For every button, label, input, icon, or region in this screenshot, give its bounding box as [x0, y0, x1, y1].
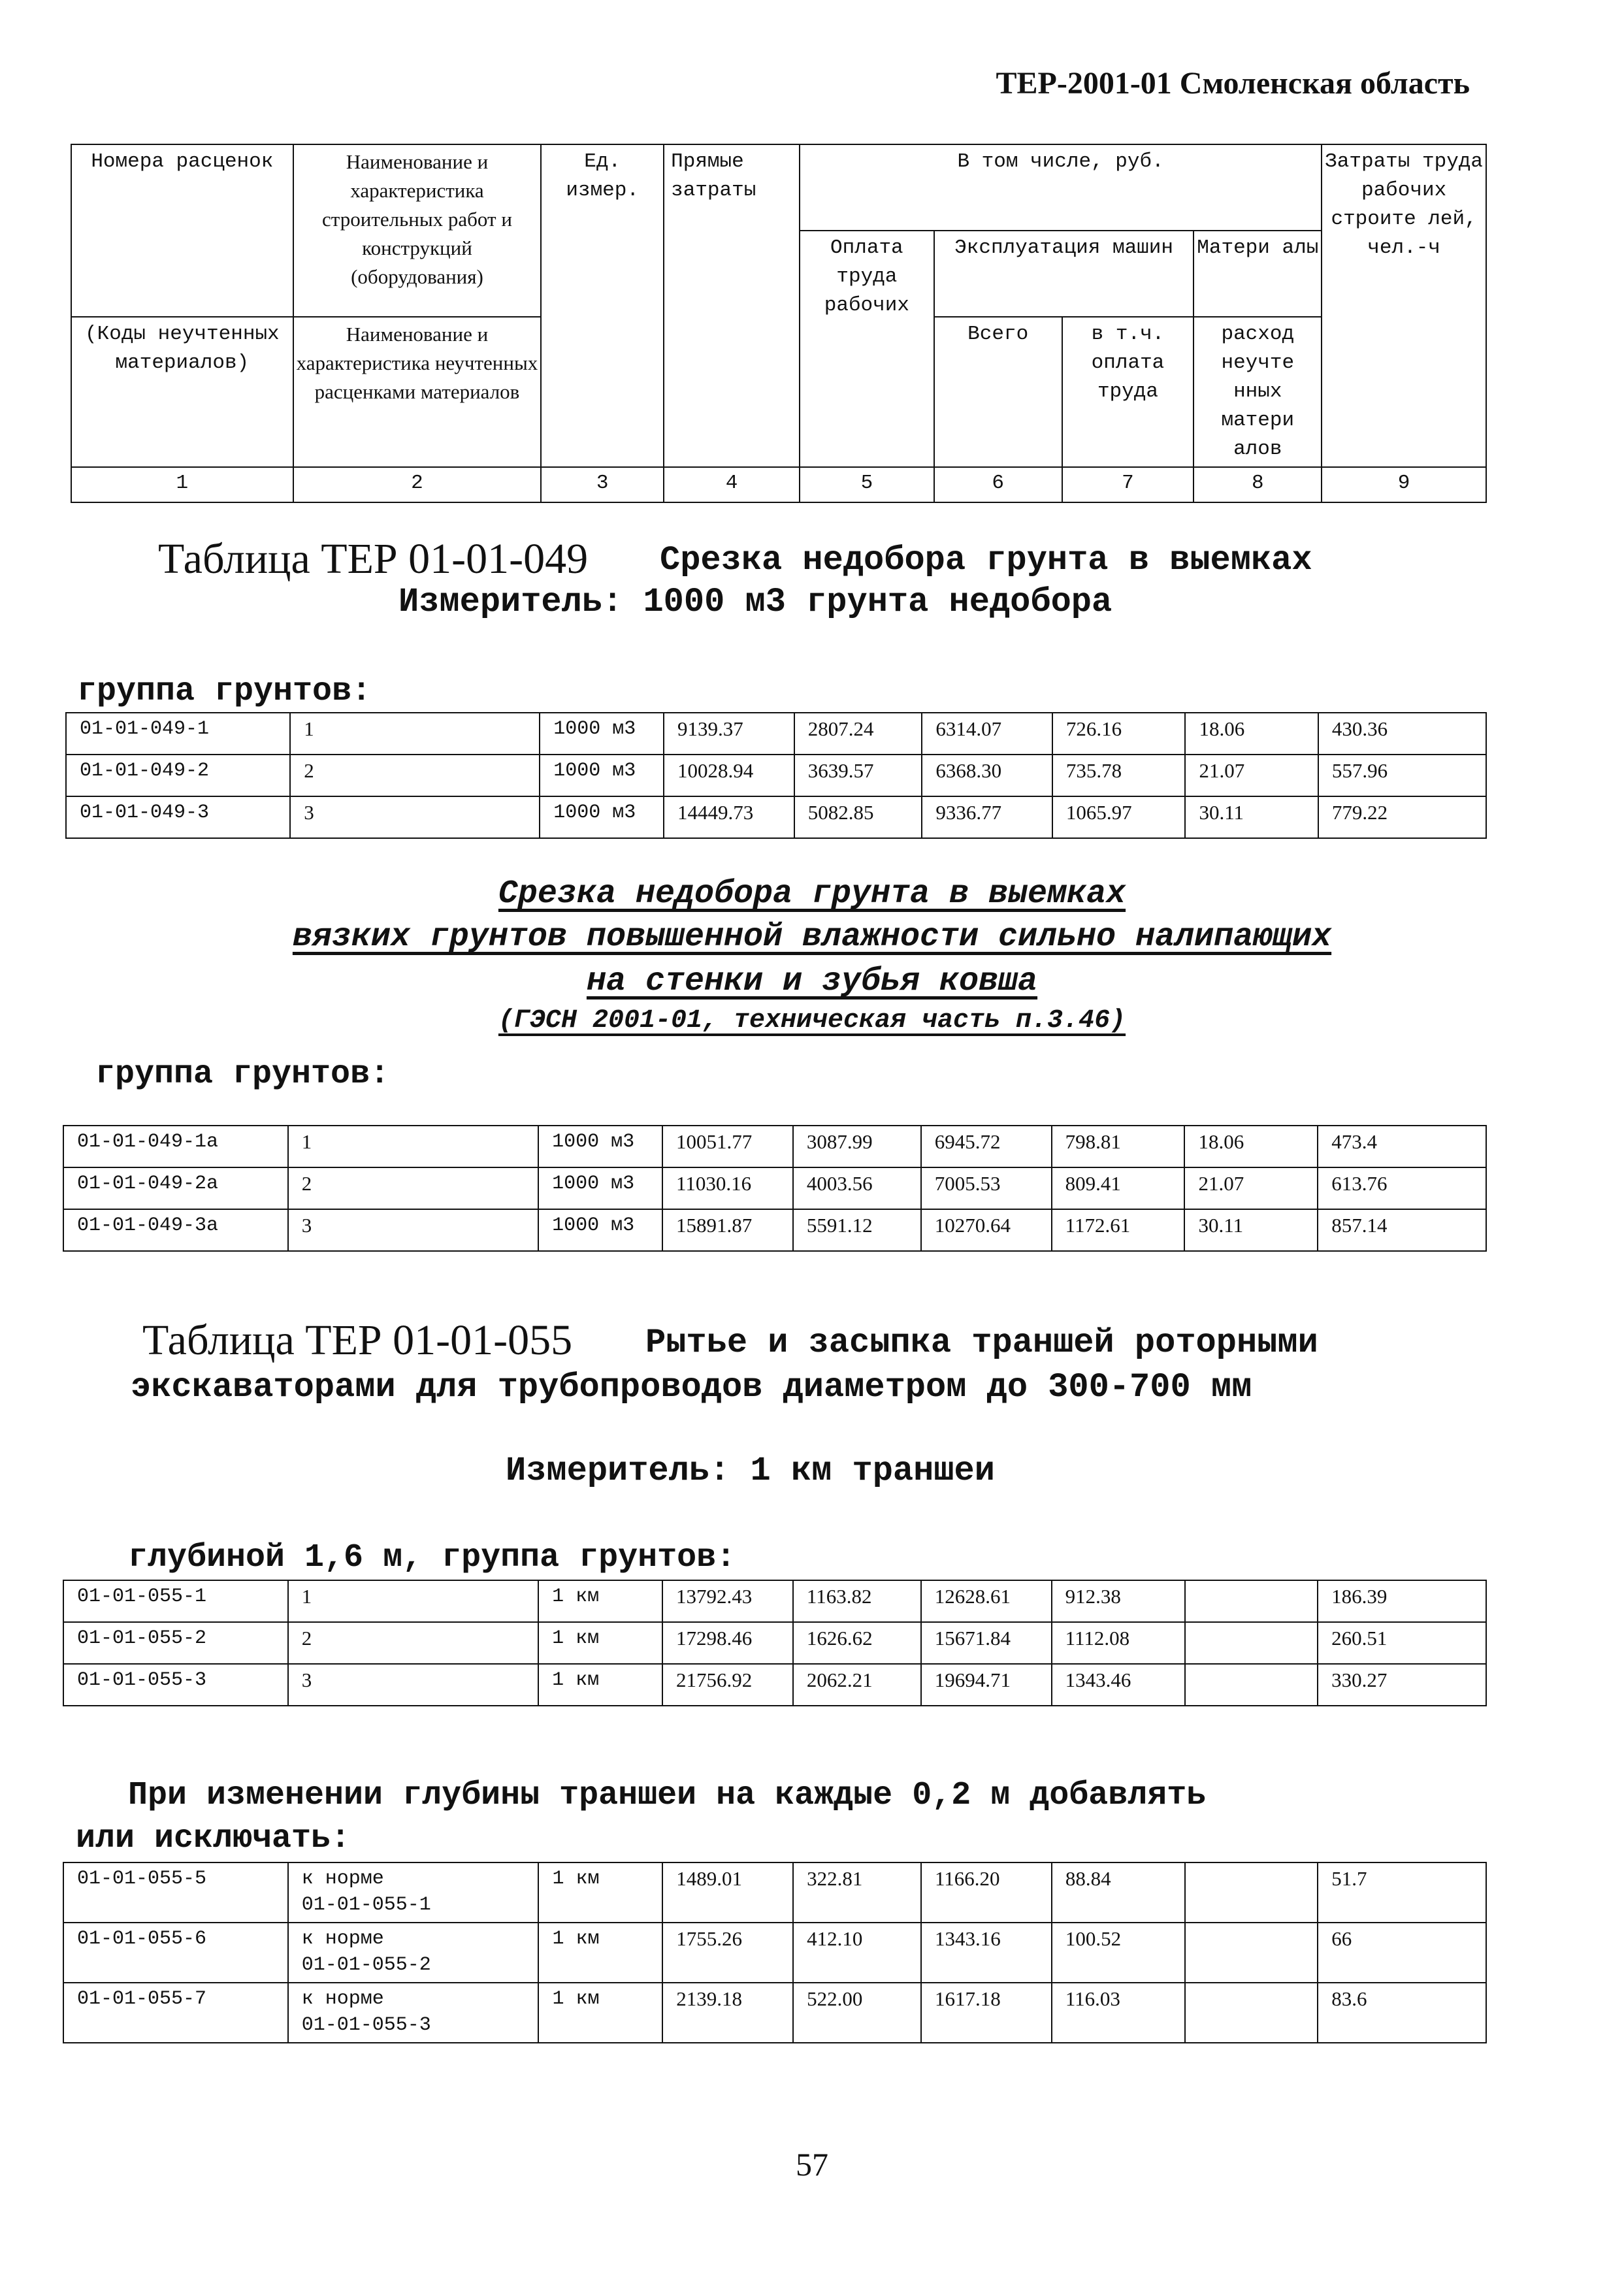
- rate-name-reference: 01-01-055-1: [301, 1894, 431, 1916]
- wages: 2062.21: [793, 1664, 921, 1706]
- machines-wages: 116.03: [1052, 1983, 1185, 2043]
- unit: 1 км: [538, 1580, 662, 1622]
- table-049-subtitle-line1: Срезка недобора грунта в выемках: [498, 875, 1126, 913]
- unit: 1 км: [538, 1923, 662, 1983]
- table-row: [63, 1209, 1486, 1251]
- page-header: ТЕР-2001-01 Смоленская область: [996, 66, 1470, 101]
- materials: 21.07: [1184, 1167, 1318, 1209]
- labor-costs: 557.96: [1318, 755, 1486, 796]
- materials: 18.06: [1185, 713, 1318, 755]
- table-055-description-line2: экскаваторами для трубопроводов диаметром до 300-700 мм: [131, 1368, 1252, 1407]
- table-row: [66, 713, 1486, 755]
- wages: 3087.99: [793, 1126, 921, 1167]
- table-049-subtitle-line4: (ГЭСН 2001-01, техническая часть п.3.46): [498, 1006, 1126, 1035]
- rate-code: 01-01-055-5: [63, 1862, 288, 1923]
- rate-name-reference: 01-01-055-2: [301, 1954, 431, 1976]
- rate-name-text: к норме: [301, 1988, 384, 2010]
- page-number: 57: [796, 2146, 828, 2183]
- col-number: 2: [293, 467, 542, 502]
- machines-wages: 1065.97: [1052, 796, 1186, 838]
- rate-code: 01-01-049-3а: [63, 1209, 288, 1251]
- machines-wages: 735.78: [1052, 755, 1186, 796]
- rate-name: [288, 1923, 539, 1983]
- labor-costs: 779.22: [1318, 796, 1486, 838]
- machines-wages: 1172.61: [1052, 1209, 1185, 1251]
- rate-name: 2: [288, 1622, 538, 1664]
- wages: 3639.57: [794, 755, 922, 796]
- direct-costs: 1489.01: [662, 1862, 793, 1923]
- table-055-change-rows: [63, 1862, 1487, 2043]
- table-055-title: Таблица ТЕР 01-01-055: [142, 1316, 573, 1364]
- machines-wages: 1112.08: [1052, 1622, 1185, 1664]
- direct-costs: 10051.77: [662, 1126, 793, 1167]
- rate-code: 01-01-049-1а: [63, 1126, 288, 1167]
- table-049-rows: [65, 712, 1487, 839]
- col-unit-header: Ед. измер.: [541, 144, 664, 467]
- table-049-subtitle-line2: вязких грунтов повышенной влажности сильно налипающих: [292, 919, 1332, 956]
- rate-name: [288, 1862, 539, 1923]
- table-row: [63, 1983, 1486, 2043]
- col-number: 1: [71, 467, 293, 502]
- wages: 322.81: [793, 1862, 921, 1923]
- machines-wages: 912.38: [1052, 1580, 1185, 1622]
- table-row: [63, 1167, 1486, 1209]
- rate-name: 1: [288, 1580, 538, 1622]
- table-055-meter: Измеритель: 1 км траншеи: [506, 1452, 995, 1490]
- col-materials-header: Матери алы: [1194, 231, 1322, 317]
- direct-costs: 11030.16: [662, 1167, 793, 1209]
- table-row: [66, 755, 1486, 796]
- table-049-title: Таблица ТЕР 01-01-049: [158, 535, 589, 583]
- materials: [1185, 1983, 1318, 2043]
- unit: 1 км: [538, 1983, 662, 2043]
- rate-code: 01-01-049-2: [66, 755, 290, 796]
- machines-wages: 1343.46: [1052, 1664, 1185, 1706]
- labor-costs: 260.51: [1318, 1622, 1486, 1664]
- unit: 1 км: [538, 1862, 662, 1923]
- machines-total: 19694.71: [921, 1664, 1052, 1706]
- machines-wages: 809.41: [1052, 1167, 1185, 1209]
- wages: 5082.85: [794, 796, 922, 838]
- unit: 1000 м3: [540, 713, 664, 755]
- rate-name: [288, 1983, 539, 2043]
- table-049-group-label: группа грунтов:: [77, 673, 372, 710]
- machines-total: 1617.18: [921, 1983, 1052, 2043]
- table-055-change-line2: или исключать:: [76, 1820, 351, 1857]
- column-header-table: [71, 144, 1487, 503]
- machines-total: 10270.64: [921, 1209, 1052, 1251]
- labor-costs: 186.39: [1318, 1580, 1486, 1622]
- labor-costs: 51.7: [1318, 1862, 1486, 1923]
- rate-name: 2: [290, 755, 540, 796]
- table-row: [63, 1862, 1486, 1923]
- unit: 1000 м3: [540, 755, 664, 796]
- unit: 1000 м3: [538, 1209, 662, 1251]
- col-number: 9: [1322, 467, 1486, 502]
- direct-costs: 21756.92: [662, 1664, 793, 1706]
- table-row: [66, 796, 1486, 838]
- col-number: 7: [1062, 467, 1194, 502]
- labor-costs: 473.4: [1318, 1126, 1486, 1167]
- machines-total: 6945.72: [921, 1126, 1052, 1167]
- materials: 30.11: [1185, 796, 1318, 838]
- wages: 412.10: [793, 1923, 921, 1983]
- materials: [1185, 1923, 1318, 1983]
- machines-total: 1166.20: [921, 1862, 1052, 1923]
- rate-name-text: к норме: [301, 1928, 384, 1950]
- materials: [1185, 1862, 1318, 1923]
- direct-costs: 1755.26: [662, 1923, 793, 1983]
- rate-code: 01-01-055-1: [63, 1580, 288, 1622]
- labor-costs: 613.76: [1318, 1167, 1486, 1209]
- unit: 1 км: [538, 1664, 662, 1706]
- wages: 1626.62: [793, 1622, 921, 1664]
- rate-name: 3: [288, 1209, 538, 1251]
- labor-costs: 83.6: [1318, 1983, 1486, 2043]
- machines-total: 1343.16: [921, 1923, 1052, 1983]
- table-055-description-line1: Рытье и засыпка траншей роторными: [645, 1324, 1318, 1362]
- table-row: [63, 1580, 1486, 1622]
- machines-wages: 798.81: [1052, 1126, 1185, 1167]
- materials: [1185, 1622, 1318, 1664]
- col-number: 6: [934, 467, 1062, 502]
- col-machines-header: Эксплуатация машин: [934, 231, 1194, 317]
- rate-code: 01-01-049-1: [66, 713, 290, 755]
- labor-costs: 330.27: [1318, 1664, 1486, 1706]
- labor-costs: 857.14: [1318, 1209, 1486, 1251]
- materials: [1185, 1580, 1318, 1622]
- col-unaccounted-codes-header: (Коды неучтенных материалов): [71, 317, 293, 467]
- direct-costs: 2139.18: [662, 1983, 793, 2043]
- materials: 18.06: [1184, 1126, 1318, 1167]
- col-direct-costs-header: Прямые затраты: [664, 144, 800, 467]
- labor-costs: 430.36: [1318, 713, 1486, 755]
- col-labor-header: Затраты труда рабочих строите лей, чел.-ч: [1322, 144, 1486, 467]
- materials: 30.11: [1184, 1209, 1318, 1251]
- col-machines-total-header: Всего: [934, 317, 1062, 467]
- table-row: [63, 1622, 1486, 1664]
- wages: 5591.12: [793, 1209, 921, 1251]
- direct-costs: 14449.73: [664, 796, 794, 838]
- wages: 1163.82: [793, 1580, 921, 1622]
- rate-name: 1: [288, 1126, 538, 1167]
- table-049-meter: Измеритель: 1000 м3 грунта недобора: [398, 583, 1112, 621]
- rate-code: 01-01-055-3: [63, 1664, 288, 1706]
- labor-costs: 66: [1318, 1923, 1486, 1983]
- unit: 1000 м3: [538, 1167, 662, 1209]
- machines-total: 15671.84: [921, 1622, 1052, 1664]
- direct-costs: 17298.46: [662, 1622, 793, 1664]
- col-number: 5: [800, 467, 934, 502]
- direct-costs: 15891.87: [662, 1209, 793, 1251]
- table-055-group-label: глубиной 1,6 м, группа грунтов:: [128, 1539, 736, 1576]
- col-number: 3: [541, 467, 664, 502]
- materials: [1185, 1664, 1318, 1706]
- rate-name: 2: [288, 1167, 538, 1209]
- rate-name-text: к норме: [301, 1868, 384, 1890]
- table-055-rows: [63, 1580, 1487, 1706]
- col-unaccounted-name-header: Наименование и характеристика неучтенных расценками материалов: [293, 317, 542, 467]
- unit: 1000 м3: [540, 796, 664, 838]
- col-in-that-header: В том числе, руб.: [800, 144, 1322, 231]
- rate-code: 01-01-055-7: [63, 1983, 288, 2043]
- direct-costs: 9139.37: [664, 713, 794, 755]
- unit: 1000 м3: [538, 1126, 662, 1167]
- unit: 1 км: [538, 1622, 662, 1664]
- rate-code: 01-01-055-6: [63, 1923, 288, 1983]
- machines-total: 9336.77: [922, 796, 1052, 838]
- direct-costs: 13792.43: [662, 1580, 793, 1622]
- rate-name: 3: [290, 796, 540, 838]
- machines-wages: 88.84: [1052, 1862, 1185, 1923]
- table-row: [63, 1664, 1486, 1706]
- col-machines-wages-header: в т.ч. оплата труда: [1062, 317, 1194, 467]
- col-codes-header: Номера расценок: [71, 144, 293, 317]
- machines-total: 6314.07: [922, 713, 1052, 755]
- rate-name: 1: [290, 713, 540, 755]
- col-wages-header: Оплата труда рабочих: [800, 231, 934, 467]
- col-number: 4: [664, 467, 800, 502]
- col-name-header: Наименование и характеристика строительных работ и конструкций (оборудования): [293, 144, 542, 317]
- wages: 2807.24: [794, 713, 922, 755]
- wages: 4003.56: [793, 1167, 921, 1209]
- machines-wages: 726.16: [1052, 713, 1186, 755]
- machines-wages: 100.52: [1052, 1923, 1185, 1983]
- machines-total: 6368.30: [922, 755, 1052, 796]
- rate-name-reference: 01-01-055-3: [301, 2014, 431, 2036]
- table-row: [63, 1126, 1486, 1167]
- rate-code: 01-01-049-2а: [63, 1167, 288, 1209]
- machines-total: 12628.61: [921, 1580, 1052, 1622]
- rate-code: 01-01-055-2: [63, 1622, 288, 1664]
- table-055-change-line1: При изменении глубины траншеи на каждые 0,2 м добавлять: [128, 1777, 1207, 1814]
- wages: 522.00: [793, 1983, 921, 2043]
- rate-name: 3: [288, 1664, 538, 1706]
- col-unaccounted-consumption-header: расход неучте нных матери алов: [1194, 317, 1322, 467]
- table-row: [63, 1923, 1486, 1983]
- col-number: 8: [1194, 467, 1322, 502]
- machines-total: 7005.53: [921, 1167, 1052, 1209]
- table-049a-group-label: группа грунтов:: [95, 1056, 390, 1093]
- table-049-description: Срезка недобора грунта в выемках: [660, 541, 1312, 579]
- direct-costs: 10028.94: [664, 755, 794, 796]
- table-049-subtitle-line3: на стенки и зубья ковша: [586, 963, 1038, 1000]
- rate-code: 01-01-049-3: [66, 796, 290, 838]
- table-049a-rows: [63, 1125, 1487, 1252]
- materials: 21.07: [1185, 755, 1318, 796]
